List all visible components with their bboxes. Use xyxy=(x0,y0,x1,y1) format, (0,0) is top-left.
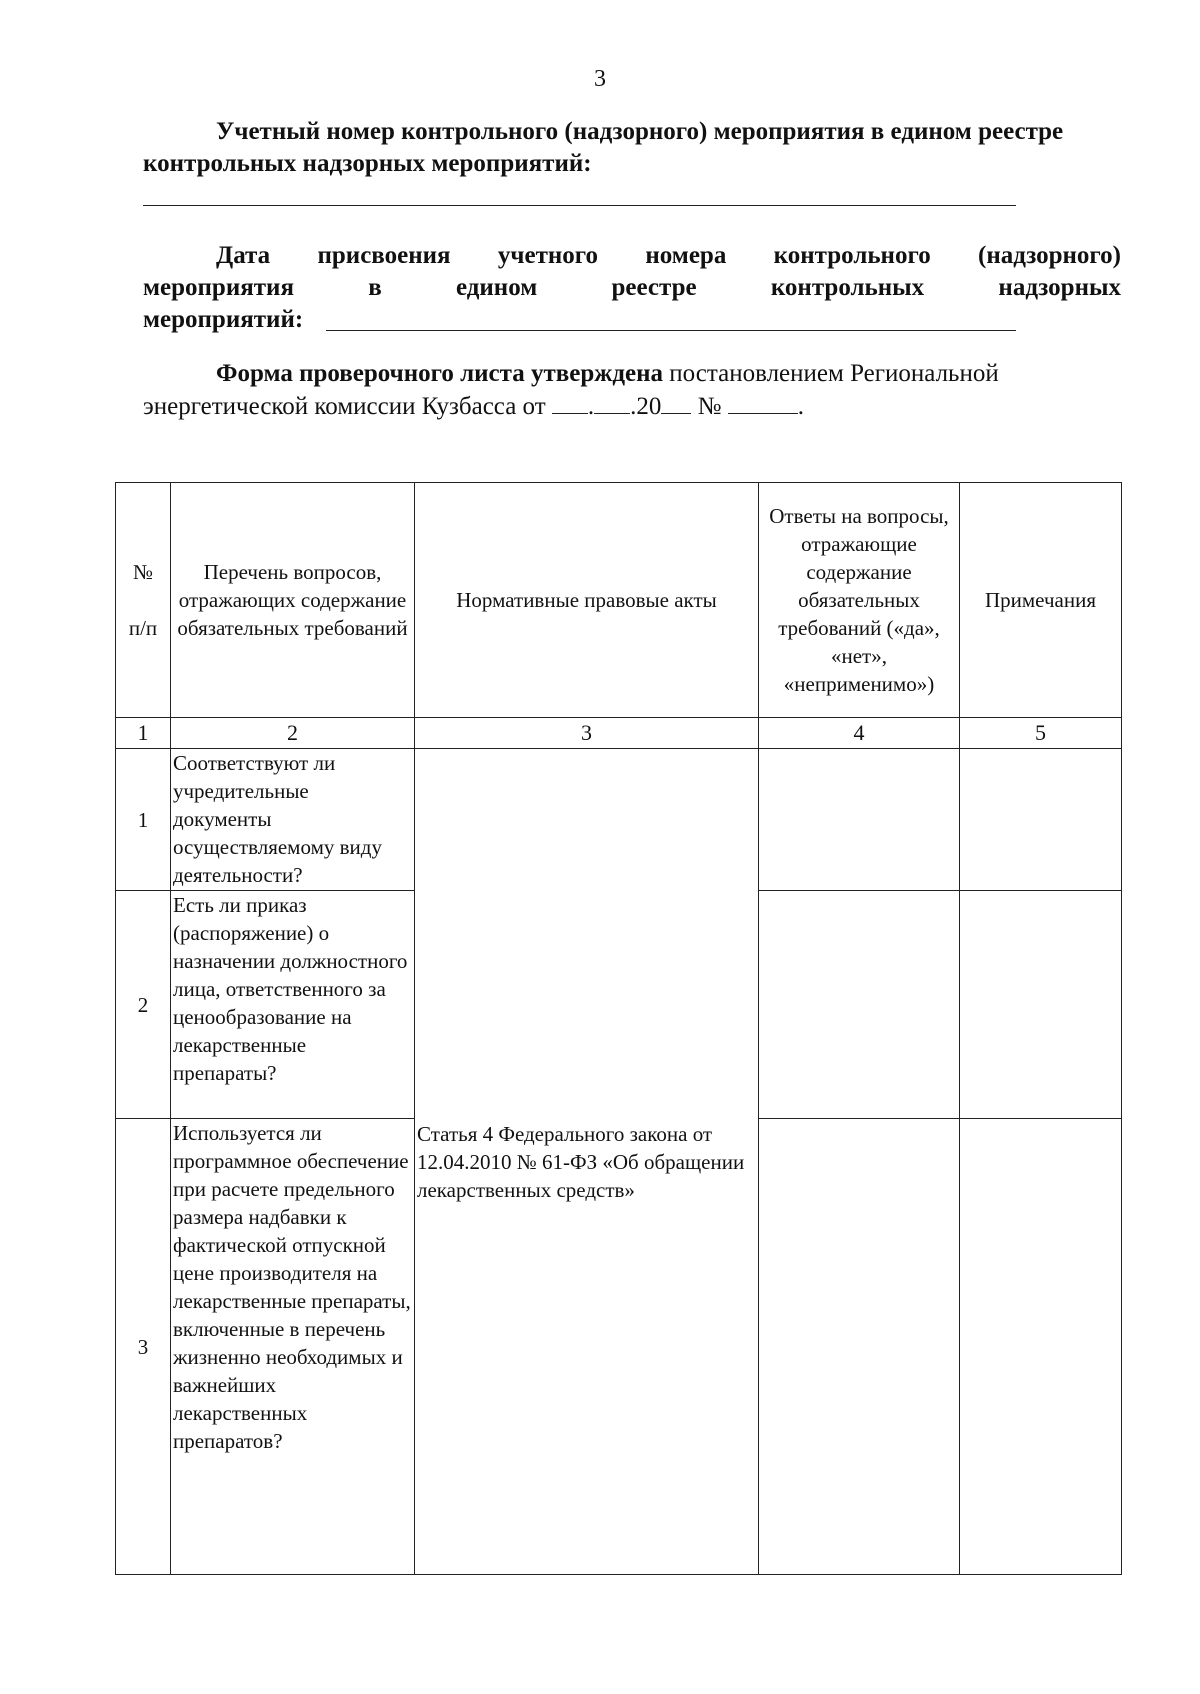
assignment-date-line1: Дата присвоения учетного номера контрольного (надзорного) xyxy=(216,242,1121,269)
date-year-blank[interactable] xyxy=(661,393,691,414)
header-answers: Ответы на вопросы, отражающие содержание обязательных требований («да», «нет», «неприменимо») xyxy=(759,483,960,718)
table-header-row xyxy=(116,483,1122,718)
question-text: Соответствуют ли учредительные документы осуществляемому виду деятельности? xyxy=(171,749,415,891)
number-sign: № xyxy=(691,393,728,420)
question-text: Есть ли приказ (распоряжение) о назначении должностного лица, ответственного за ценообразование на лекарственные препараты? xyxy=(171,891,415,1119)
assignment-date-label: мероприятий: xyxy=(143,306,304,333)
header-acts: Нормативные правовые акты xyxy=(415,483,759,718)
notes-cell[interactable] xyxy=(960,749,1122,891)
column-number: 1 xyxy=(116,718,171,749)
assignment-date-line2: мероприятия в едином реестре контрольных надзорных xyxy=(143,274,1121,301)
column-number: 5 xyxy=(960,718,1122,749)
header-num-bottom: п/п xyxy=(128,616,158,640)
normative-act: Статья 4 Федерального закона от 12.04.2010 № 61-ФЗ «Об обращении лекарственных средств» xyxy=(415,749,759,1575)
date-month-blank[interactable] xyxy=(594,393,630,414)
column-number-row xyxy=(116,718,1122,749)
answer-cell[interactable] xyxy=(759,749,960,891)
notes-cell[interactable] xyxy=(960,891,1122,1119)
answer-cell[interactable] xyxy=(759,1119,960,1575)
notes-cell[interactable] xyxy=(960,1119,1122,1575)
decree-number-blank[interactable] xyxy=(728,393,798,414)
registry-number-label: Учетный номер контрольного (надзорного) мероприятия в едином реестре контрольных надзорных мероприятий: xyxy=(143,118,1064,177)
form-approval-paragraph xyxy=(143,357,1121,423)
column-number: 4 xyxy=(759,718,960,749)
page-number: 3 xyxy=(594,66,606,92)
form-approval-end: . xyxy=(797,393,805,420)
form-approval-text: постановлением Региональной энергетической комиссии Кузбасса от xyxy=(143,360,999,420)
header-notes: Примечания xyxy=(960,483,1122,718)
column-number: 3 xyxy=(415,718,759,749)
table-row xyxy=(116,749,1122,891)
registry-number-blank[interactable] xyxy=(143,205,1016,206)
answer-cell[interactable] xyxy=(759,891,960,1119)
date-sep: . xyxy=(587,393,595,420)
row-number: 3 xyxy=(116,1119,171,1575)
row-number: 1 xyxy=(116,749,171,891)
header-num-top: № xyxy=(132,560,154,584)
question-text: Используется ли программное обеспечение при расчете предельного размера надбавки к фактической отпускной цене производителя на лекарственные препараты, включенные в перечень жизненно необходимых и важнейших лекарственных препаратов? xyxy=(171,1119,415,1575)
row-number: 2 xyxy=(116,891,171,1119)
date-year-prefix: .20 xyxy=(630,393,662,420)
date-day-blank[interactable] xyxy=(552,393,588,414)
assignment-date-line3 xyxy=(143,304,1121,336)
assignment-date-blank[interactable] xyxy=(326,330,1016,331)
column-number: 2 xyxy=(171,718,415,749)
checklist-table xyxy=(115,482,1122,1575)
header-num xyxy=(116,483,171,718)
header-questions: Перечень вопросов, отражающих содержание обязательных требований xyxy=(171,483,415,718)
form-approval-bold: Форма проверочного листа утверждена xyxy=(216,360,664,387)
